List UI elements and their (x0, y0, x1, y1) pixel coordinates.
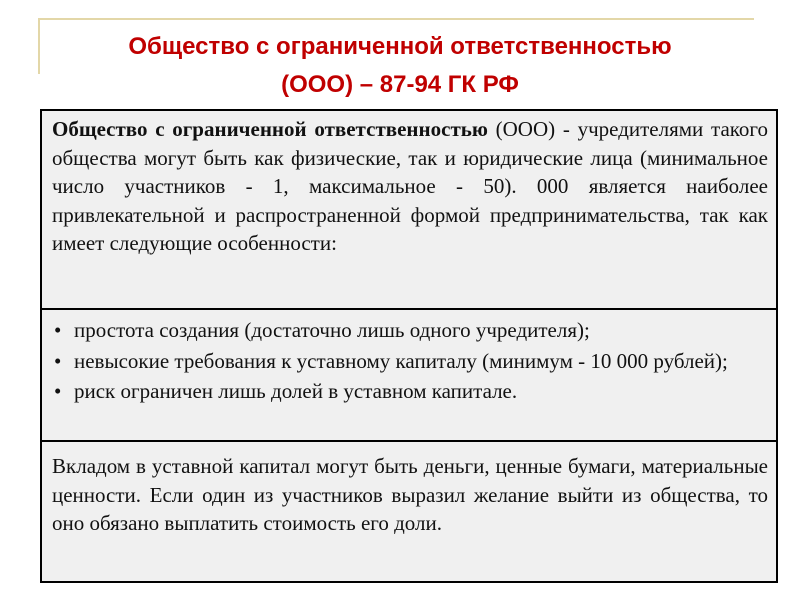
frame-left-line (38, 18, 40, 74)
list-item (52, 377, 768, 406)
list-item (52, 316, 768, 345)
title-line-1: Общество с ограниченной ответственностью (128, 33, 672, 60)
title-line-2: (ООО) – 87-94 ГК РФ (281, 71, 519, 98)
list-item (52, 347, 768, 376)
intro-bold-term: Общество с ограниченной ответственностью (52, 117, 488, 141)
intro-text: (ООО) - учредителями такого общества могут быть как физические, так и юридические лица (минимальное число участников - 1, максимальное - 50). 000 является наиболее привлекательной и распространенной формой предпринимательства, так как имеет следующие особенности: (52, 117, 768, 255)
features-box (40, 308, 778, 442)
frame-top-line (38, 18, 754, 20)
page-title (50, 28, 750, 104)
bullet-icon: • (54, 379, 62, 403)
feature-text: риск ограничен лишь долей в уставном капитале. (74, 379, 518, 403)
features-list (52, 316, 768, 406)
feature-text: простота создания (достаточно лишь одного учредителя); (74, 318, 590, 342)
bullet-icon: • (54, 318, 62, 342)
capital-text: Вкладом в уставной капитал могут быть деньги, ценные бумаги, материальные ценности. Если один из участников выразил желание выйти из общества, то оно обязано выплатить стоимость его доли. (52, 454, 768, 535)
feature-text: невысокие требования к уставному капиталу (минимум - 10 000 рублей); (74, 348, 728, 373)
bullet-icon: • (54, 348, 62, 373)
capital-box (40, 440, 778, 583)
intro-box (40, 109, 778, 310)
